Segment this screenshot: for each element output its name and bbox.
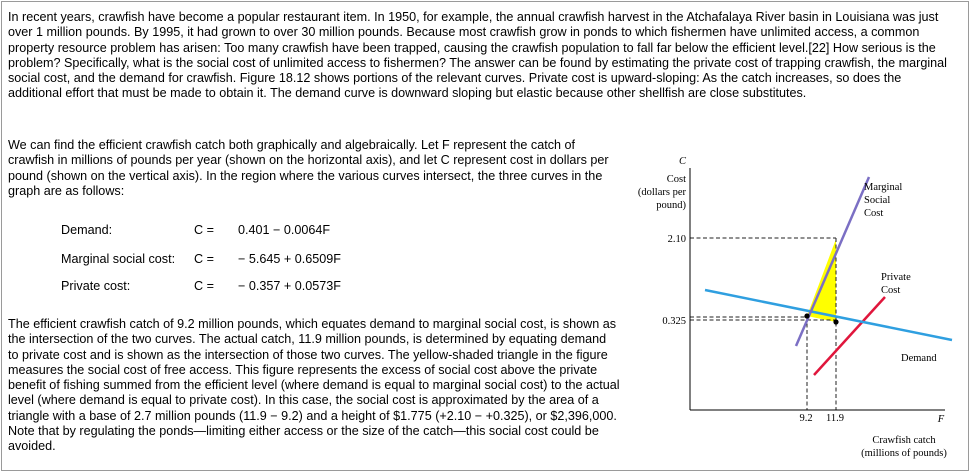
y-tick-2-10: 2.10 — [667, 234, 686, 245]
private-cost-label: Private — [881, 272, 911, 283]
marginal-social-cost-label: Marginal — [864, 182, 903, 193]
y-axis-title-line: Cost — [666, 174, 686, 185]
crawfish-figure — [612, 140, 962, 465]
intro-paragraph: In recent years, crawfish have become a popular restaurant item. In 1950, for example, the annual crawfish harvest in the Atchafalaya River basin in Louisiana was just over 1 million pounds. By 1995, it had grown to over 30 million pounds. Because most crawfish grow in ponds to which fishermen have unlimited access, a common property resource problem has arisen: Too many crawfish have been trapped, causing the crawfish population to fall far below the efficient level.[22] How serious is the problem? Specifically, what is the social cost of unlimited access to fishermen? The answer can be found by estimating the private cost of trapping crawfish, the marginal social cost, and the demand for crawfish. Figure 18.12 shows portions of the relevant curves. Private cost is upward-sloping: As the catch increases, so does the additional effort that must be made to obtain it. The demand curve is downward sloping but elastic because other shellfish are close substitutes. — [8, 10, 947, 101]
equation-label: Marginal social cost: — [61, 252, 176, 266]
equation-lhs: C = — [194, 223, 214, 237]
equation-label: Demand: — [61, 223, 113, 237]
efficient-point — [804, 313, 809, 318]
equation-lhs: C = — [194, 279, 214, 293]
x-axis-title-line: Crawfish catch — [872, 435, 936, 446]
reference-lines — [690, 238, 836, 410]
equation-rhs: − 0.357 + 0.0573F — [238, 279, 341, 293]
actual-point — [833, 319, 838, 324]
equations-block — [61, 222, 461, 302]
method-paragraph: We can find the efficient crawfish catch both graphically and algebraically. Let F represent the catch of crawfish in millions of pounds per year (shown on the horizontal axis), and let C represent cost in dollars per pound (shown on the vertical axis). In the region where the various curves intersect, the three curves in the graph are as follows: — [8, 138, 609, 198]
demand-label: Demand — [901, 353, 937, 364]
x-tick-11-9: 11.9 — [826, 413, 844, 424]
y-axis-title-line: pound) — [656, 200, 686, 211]
equation-label: Private cost: — [61, 279, 131, 293]
result-paragraph: The efficient crawfish catch of 9.2 million pounds, which equates demand to marginal social cost, is shown as the intersection of the two curves. The actual catch, 11.9 million pounds, is determined by equating demand to private cost and is shown as the intersection of those two curves. The yellow-shaded triangle in the figure measures the social cost of free access. This figure represents the excess of social cost above the private benefit of fishing summed from the efficient level (where demand is equal to marginal social cost) to the actual level (where demand is equal to private cost). In this case, the social cost is approximated by the area of a triangle with a base of 2.7 million pounds (11.9 − 9.2) and a height of $1.775 (+2.10 − +0.325), or $2,396,000. Note that by regulating the ponds—limiting either access or the size of the catch—this social cost could be avoided. — [8, 317, 620, 454]
marginal-social-cost-label: Social — [864, 195, 891, 206]
equation-lhs: C = — [194, 252, 214, 266]
marginal-social-cost-label: Cost — [864, 208, 884, 219]
y-tick-0-325: 0.325 — [662, 316, 686, 327]
private-cost-label: Cost — [881, 285, 901, 296]
x-axis-symbol: F — [937, 414, 945, 425]
x-tick-9-2: 9.2 — [799, 413, 813, 424]
y-axis-title-line: (dollars per — [637, 187, 686, 198]
y-axis-symbol: C — [678, 156, 686, 167]
equation-rhs: − 5.645 + 0.6509F — [238, 252, 341, 266]
x-axis-title-line: (millions of pounds) — [861, 448, 947, 459]
equation-rhs: 0.401 − 0.0064F — [238, 223, 331, 237]
